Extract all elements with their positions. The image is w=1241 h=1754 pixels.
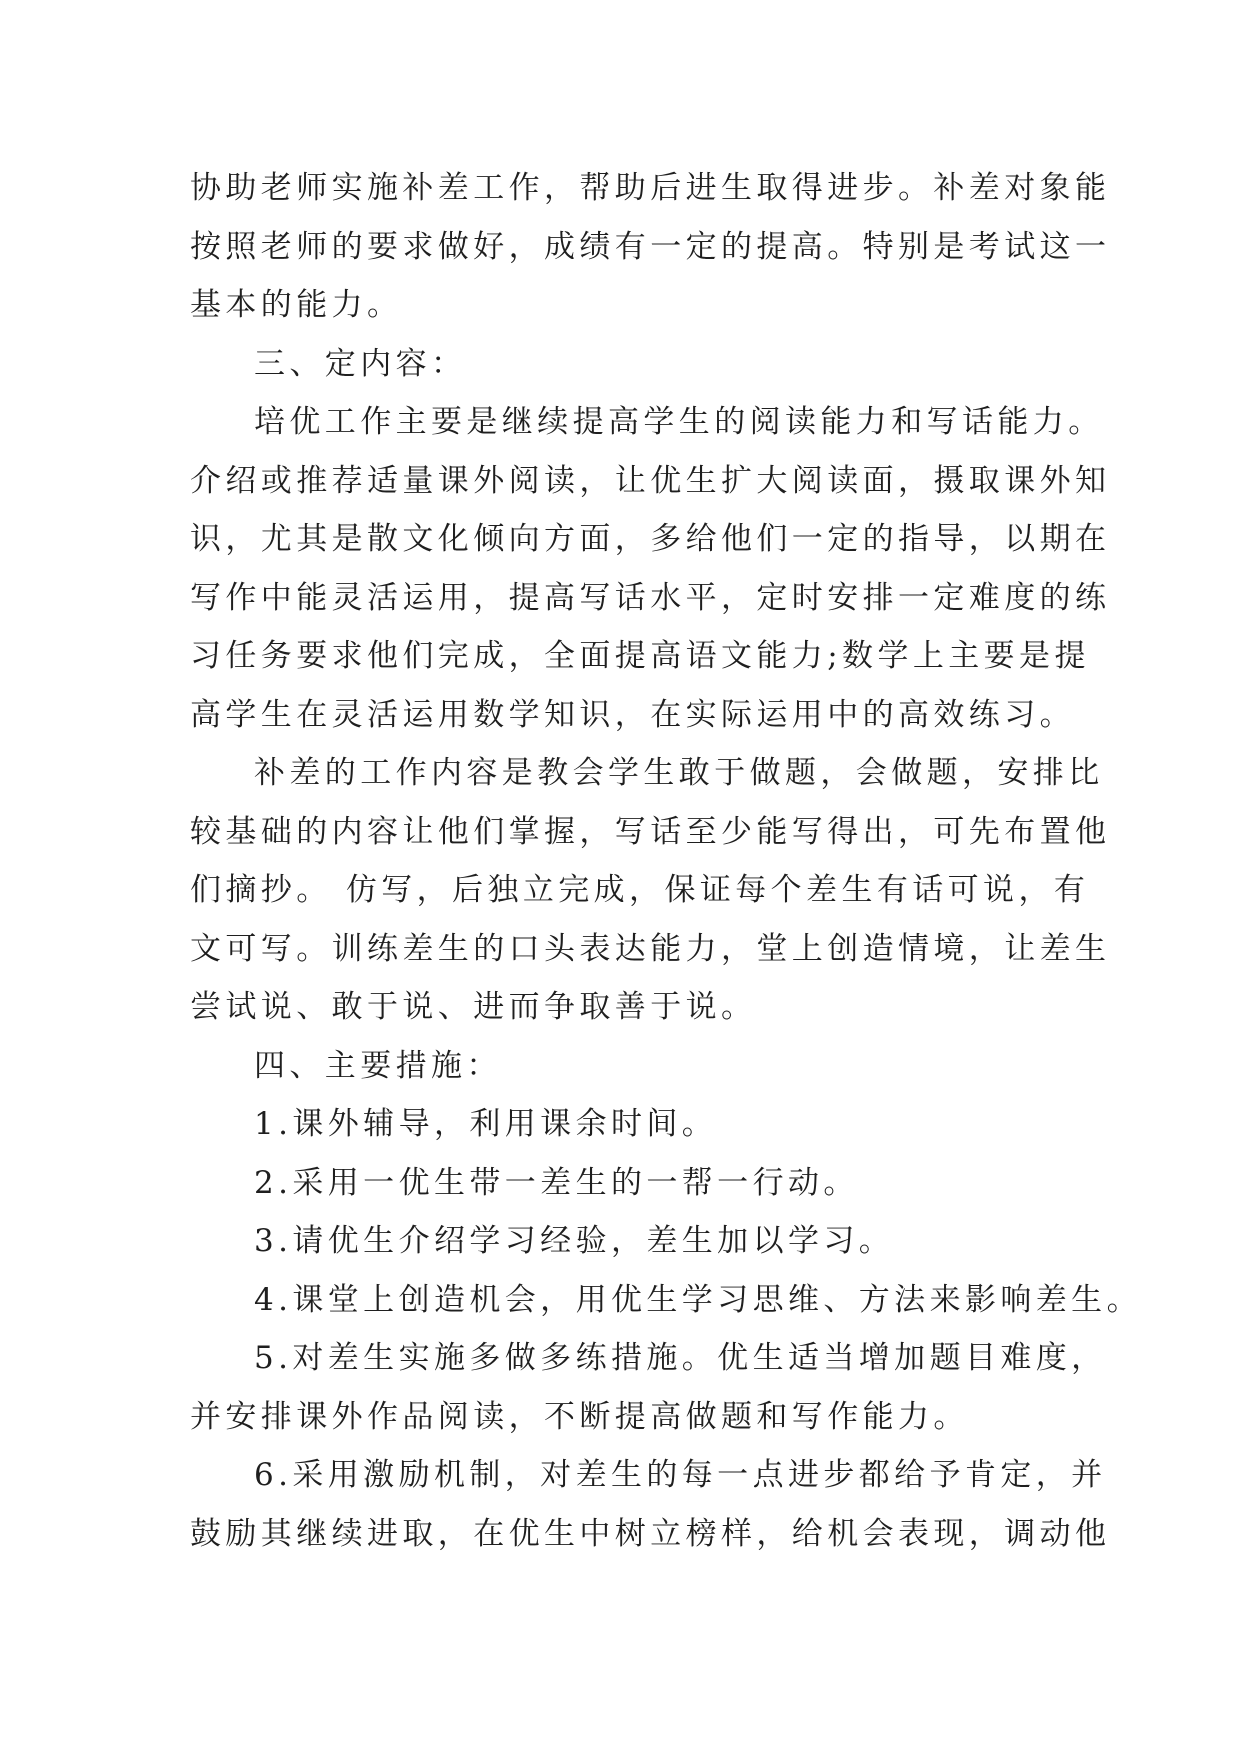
list-item: 1.课外辅导，利用课余时间。 xyxy=(254,1106,718,1142)
body-text-line: 补差的工作内容是教会学生敢于做题，会做题，安排比 xyxy=(254,755,1104,791)
body-text-line: 基本的能力。 xyxy=(190,287,403,323)
section-heading: 三、定内容： xyxy=(254,346,467,382)
body-text-line: 尝试说、敢于说、进而争取善于说。 xyxy=(190,989,757,1025)
list-item: 2.采用一优生带一差生的一帮一行动。 xyxy=(254,1165,859,1201)
body-text-line: 协助老师实施补差工作，帮助后进生取得进步。补差对象能 xyxy=(190,170,1111,206)
body-text-line: 较基础的内容让他们掌握，写话至少能写得出，可先布置他 xyxy=(190,814,1111,850)
body-text-line: 识，尤其是散文化倾向方面，多给他们一定的指导，以期在 xyxy=(190,521,1111,557)
list-item: 6.采用激励机制，对差生的每一点进步都给予肯定，并 xyxy=(254,1457,1107,1493)
list-item-continuation: 并安排课外作品阅读，不断提高做题和写作能力。 xyxy=(190,1399,969,1435)
body-text-line: 习任务要求他们完成，全面提高语文能力;数学上主要是提 xyxy=(190,638,1090,674)
section-heading: 四、主要措施： xyxy=(254,1048,502,1084)
list-item-continuation: 鼓励其继续进取，在优生中树立榜样，给机会表现，调动他 xyxy=(190,1516,1111,1552)
list-item: 5.对差生实施多做多练措施。优生适当增加题目难度， xyxy=(254,1340,1107,1376)
list-item: 3.请优生介绍学习经验，差生加以学习。 xyxy=(254,1223,895,1259)
body-text-line: 按照老师的要求做好，成绩有一定的提高。特别是考试这一 xyxy=(190,229,1111,265)
body-text-line: 写作中能灵活运用，提高写话水平，定时安排一定难度的练 xyxy=(190,580,1111,616)
body-text-line: 们摘抄。 仿写，后独立完成，保证每个差生有话可说，有 xyxy=(190,872,1090,908)
body-text-line: 文可写。训练差生的口头表达能力，堂上创造情境，让差生 xyxy=(190,931,1111,967)
body-text-line: 介绍或推荐适量课外阅读，让优生扩大阅读面，摄取课外知 xyxy=(190,463,1111,499)
body-text-line: 高学生在灵活运用数学知识，在实际运用中的高效练习。 xyxy=(190,697,1075,733)
list-item: 4.课堂上创造机会，用优生学习思维、方法来影响差生。 xyxy=(254,1282,1142,1318)
body-text-line: 培优工作主要是继续提高学生的阅读能力和写话能力。 xyxy=(254,404,1104,440)
